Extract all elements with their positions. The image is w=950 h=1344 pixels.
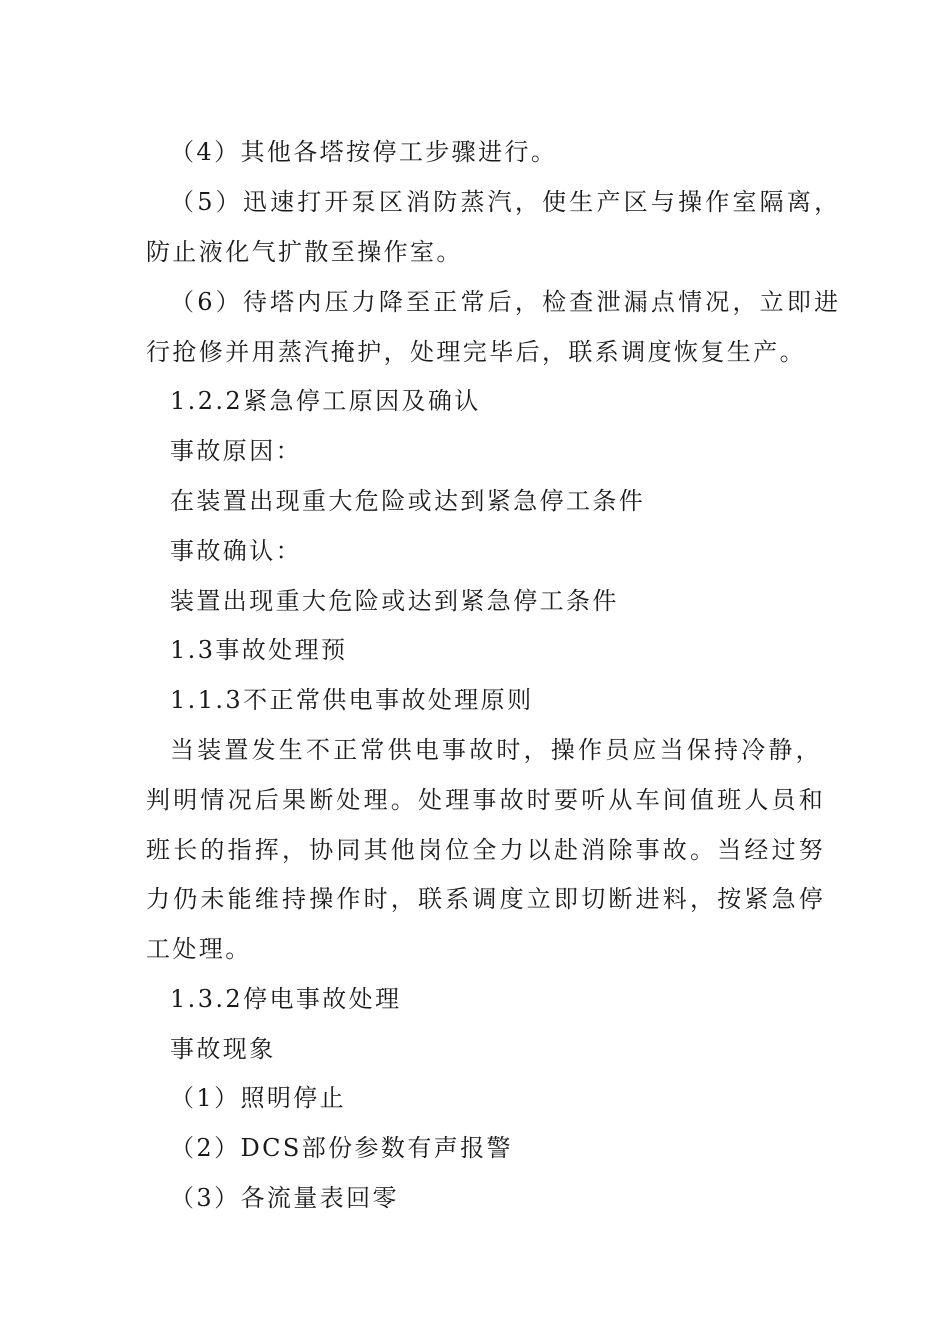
principle-paragraph-line-2: 判明情况后果断处理。处理事故时要听从车间值班人员和 — [146, 786, 826, 814]
principle-paragraph-line-3: 班长的指挥，协同其他岗位全力以赴消除事故。当经过努 — [146, 836, 826, 864]
principle-paragraph-line-4: 力仍未能维持操作时，联系调度立即切断进料，按紧急停 — [146, 885, 826, 913]
step-6-text: （6）待塔内压力降至正常后，检查泄漏点情况，立即进 — [170, 288, 842, 316]
step-6-continuation: 行抢修并用蒸汽掩护，处理完毕后，联系调度恢复生产。 — [146, 338, 806, 366]
phenomenon-item-2: （2）DCS部份参数有声报警 — [170, 1134, 513, 1162]
principle-paragraph-line-5: 工处理。 — [146, 935, 252, 963]
section-heading-1-1-3: 1.1.3不正常供电事故处理原则 — [170, 686, 534, 714]
cause-label: 事故原因： — [170, 437, 302, 465]
confirmation-text: 装置出现重大危险或达到紧急停工条件 — [170, 587, 619, 615]
principle-paragraph-line-1: 当装置发生不正常供电事故时，操作员应当保持冷静， — [170, 736, 823, 764]
section-heading-1-3: 1.3事故处理预 — [170, 636, 348, 664]
step-5-text: （5）迅速打开泵区消防蒸汽，使生产区与操作室隔离， — [170, 188, 842, 216]
phenomenon-item-1: （1）照明停止 — [170, 1084, 347, 1112]
step-4-text: （4）其他各塔按停工步骤进行。 — [170, 138, 558, 166]
cause-text: 在装置出现重大危险或达到紧急停工条件 — [170, 487, 646, 515]
section-heading-1-3-2: 1.3.2停电事故处理 — [170, 985, 402, 1013]
phenomenon-item-3: （3）各流量表回零 — [170, 1184, 399, 1212]
confirmation-label: 事故确认： — [170, 537, 302, 565]
section-heading-1-2-2: 1.2.2紧急停工原因及确认 — [170, 387, 481, 415]
phenomenon-label: 事故现象 — [170, 1035, 276, 1063]
step-5-continuation: 防止液化气扩散至操作室。 — [146, 238, 463, 266]
